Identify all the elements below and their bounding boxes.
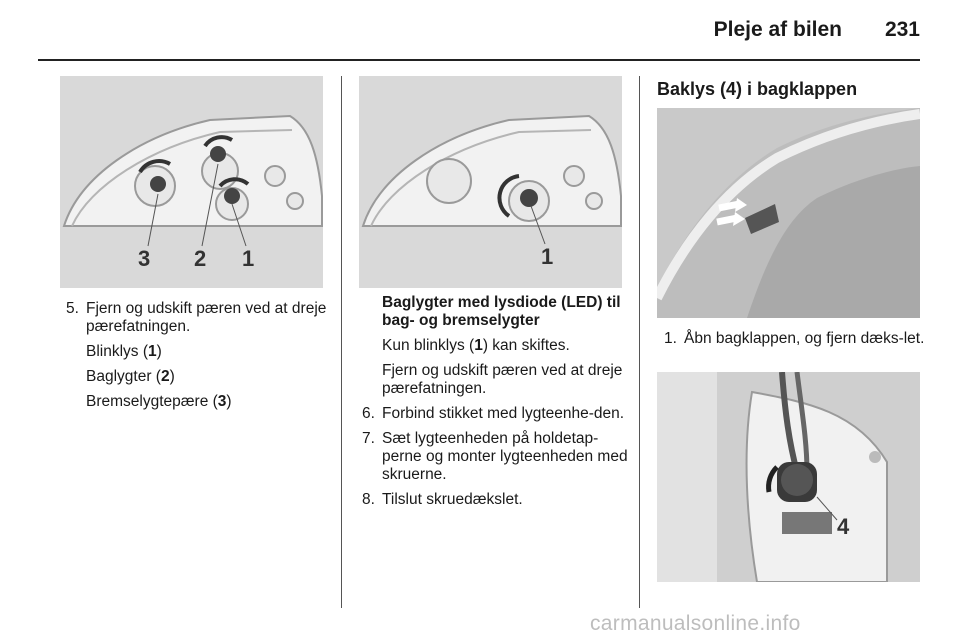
step-1: 1. Åbn bagklappen, og fjern dæks-let. <box>664 330 925 347</box>
bulb-item: Baglygter (2) <box>86 368 175 385</box>
tailgate-illustration <box>657 108 920 318</box>
bulb-item: Blinklys (1) <box>86 343 162 360</box>
reverse-bulb-figure <box>657 372 920 582</box>
figure-label-4: 4 <box>837 514 850 539</box>
figure-label-1: 1 <box>242 246 255 271</box>
page-header <box>0 0 960 60</box>
led-taillight-figure <box>359 76 622 288</box>
led-instruction: Fjern og udskift pæren ved at dreje pærefatningen. <box>382 362 623 397</box>
column-divider-2 <box>639 76 640 608</box>
step-6: 6. Forbind stikket med lygteenhe-den. <box>362 405 625 422</box>
header-rule <box>38 59 920 61</box>
led-taillight-illustration <box>359 76 622 288</box>
figure-label-2: 2 <box>194 246 207 271</box>
step-text: Fjern og udskift pæren ved at dreje pærefatningen. <box>86 300 327 335</box>
reverse-bulb-illustration <box>657 372 920 582</box>
taillight-illustration <box>60 76 323 288</box>
step-5 <box>66 300 334 336</box>
figure-label-1: 1 <box>541 244 554 269</box>
col2-text <box>362 294 630 516</box>
watermark: carmanualsonline.info <box>590 612 801 635</box>
step-7: 7. Sæt lygteenheden på holdetap-perne og monter lygteenheden med skruerne. <box>362 430 628 483</box>
col3-text <box>664 330 928 355</box>
col1-text <box>66 300 334 418</box>
step-8: 8. Tilslut skruedækslet. <box>362 491 523 508</box>
step-number: 5. <box>66 300 79 317</box>
bulb-item: Bremselygtepære (3) <box>86 393 232 410</box>
page-number: 231 <box>884 18 920 41</box>
reverse-light-heading: Baklys (4) i bagklappen <box>657 79 858 99</box>
led-heading: Baglygter med lysdiode (LED) til bag- og bremselygter <box>382 294 621 329</box>
tailgate-figure <box>657 108 920 318</box>
taillight-bulbs-figure <box>60 76 323 288</box>
figure-label-3: 3 <box>138 246 151 271</box>
led-note: Kun blinklys (1) kan skiftes. <box>382 337 570 354</box>
column-divider-1 <box>341 76 342 608</box>
section-title: Pleje af bilen <box>713 18 842 41</box>
